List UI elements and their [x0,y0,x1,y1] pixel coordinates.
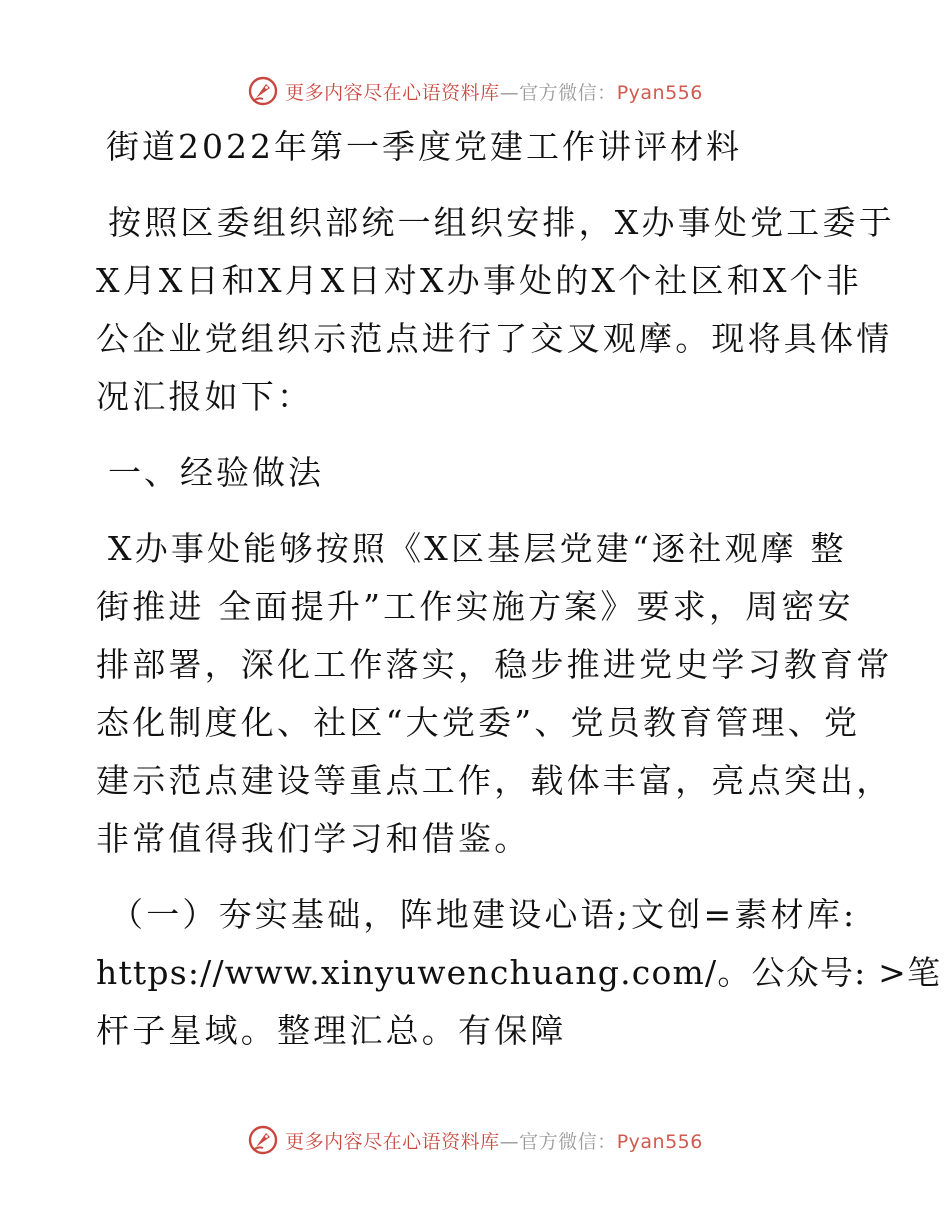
subsection-line: 杆子星域。整理汇总。有保障 [96,1011,567,1050]
banner-site-name: 更多内容尽在心语资料库 [285,1130,500,1153]
section1-paragraph [96,520,893,868]
header-banner [0,71,950,111]
pen-nib-icon [247,1124,279,1156]
section1-line: 态化制度化、社区“大党委”、党员教育管理、党 [96,703,861,742]
banner-wechat-id: Pyan556 [616,1130,703,1153]
banner-wechat-id: Pyan556 [616,81,703,104]
section1-line: X办事处能够按照《X区基层党建“逐社观摩 整 [108,529,847,568]
intro-line: 公企业党组织示范点进行了交叉观摩。现将具体情 [96,319,893,358]
document-body [96,118,942,1060]
intro-paragraph [96,194,895,426]
banner-wechat-label: 官方微信： [519,81,617,104]
intro-line: 按照区委组织部统一组织安排，X办事处党工委于 [108,203,895,242]
subsection-line: https://www.xinyuwenchuang.com/。公众号: >笔 [96,953,942,992]
banner-dash: — [499,1130,520,1153]
document-title: 街道2022年第一季度党建工作讲评材料 [106,127,742,166]
section1-line: 建示范点建设等重点工作，载体丰富，亮点突出， [96,761,893,800]
banner-wechat-label: 官方微信： [519,1130,617,1153]
section1-line: 街推进 全面提升”工作实施方案》要求，周密安 [96,587,854,626]
banner-site-name: 更多内容尽在心语资料库 [285,81,500,104]
pen-nib-icon [247,75,279,107]
banner-text [285,1127,703,1154]
footer-banner [0,1120,950,1160]
section1-line: 非常值得我们学习和借鉴。 [96,819,531,858]
subsection-paragraph [96,886,942,1060]
banner-text [285,78,703,105]
intro-line: 况汇报如下： [96,377,314,416]
intro-line: X月X日和X月X日对X办事处的X个社区和X个非 [96,261,863,300]
subsection-line: （一）夯实基础，阵地建设心语;文创=素材库: [110,895,858,934]
section-heading: 一、经验做法 [108,453,324,492]
section1-line: 排部署，深化工作落实，稳步推进党史学习教育常 [96,645,893,684]
banner-dash: — [499,81,520,104]
